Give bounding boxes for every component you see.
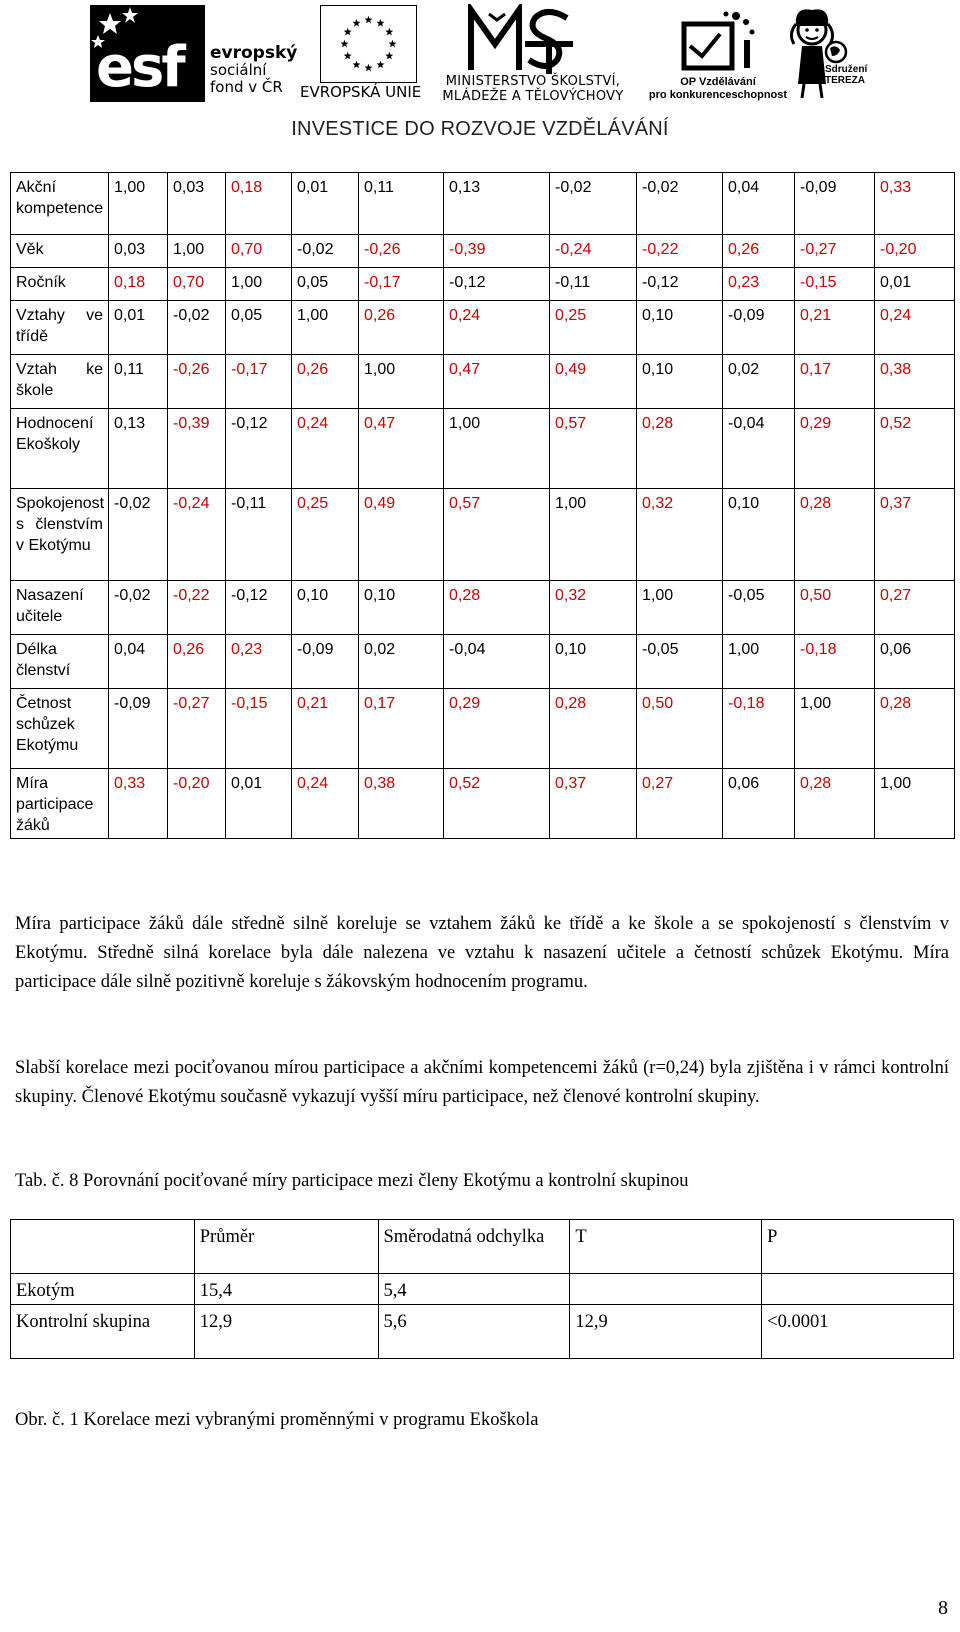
correlation-cell: -0,02	[637, 173, 723, 235]
esf-logo	[90, 5, 205, 102]
correlation-cell: 0,18	[109, 268, 168, 301]
correlation-cell: 0,49	[550, 355, 637, 409]
correlation-cell: -0,02	[292, 235, 359, 268]
correlation-cell: -0,27	[168, 689, 226, 769]
correlation-row	[11, 173, 955, 235]
correlation-cell: 0,28	[637, 409, 723, 489]
eu-star	[344, 28, 352, 36]
correlation-cell: 0,21	[292, 689, 359, 769]
correlation-cell: 0,10	[292, 581, 359, 635]
correlation-cell: 0,01	[109, 301, 168, 355]
correlation-row	[11, 635, 955, 689]
correlation-cell: -0,12	[226, 581, 292, 635]
correlation-cell: 0,28	[444, 581, 550, 635]
correlation-cell: 1,00	[226, 268, 292, 301]
correlation-cell: 0,03	[168, 173, 226, 235]
correlation-cell: 0,28	[550, 689, 637, 769]
correlation-cell: 0,37	[550, 769, 637, 839]
correlation-cell: -0,11	[226, 489, 292, 581]
msmt-line-2: MLÁDEŽE A TĚLOVÝCHOVY	[442, 89, 624, 104]
correlation-cell: 0,03	[109, 235, 168, 268]
comparison-cell: <0.0001	[762, 1305, 954, 1359]
row-label: Vztah ke škole	[11, 355, 109, 409]
correlation-row	[11, 235, 955, 268]
comparison-header-cell: P	[762, 1220, 954, 1274]
paragraph-1: Míra participace žáků dále středně silně koreluje se vztahem žáků ke třídě a ke škole a se spokojeností s členstvím v Ekotýmu. Středně silná korelace byla dále nalezena ve vztahu k nasazení učitele a četností schůzek Ekotýmu. Míra participace dále silně pozitivně koreluje s žákovským hodnocením programu.	[15, 914, 949, 992]
correlation-cell: 0,06	[723, 769, 795, 839]
correlation-cell: -0,15	[226, 689, 292, 769]
correlation-cell: -0,27	[795, 235, 875, 268]
correlation-cell: 0,70	[168, 268, 226, 301]
correlation-cell: 1,00	[637, 581, 723, 635]
esf-logo-text: esf	[96, 35, 183, 100]
comparison-header-cell: Směrodatná odchylka	[378, 1220, 570, 1274]
correlation-row	[11, 355, 955, 409]
table-caption: Tab. č. 8 Porovnání pociťované míry participace mezi členy Ekotýmu a kontrolní skupinou	[15, 1171, 689, 1191]
correlation-cell: 0,49	[359, 489, 444, 581]
comparison-row	[11, 1305, 954, 1359]
eu-star	[365, 64, 373, 72]
correlation-cell: 0,27	[875, 581, 955, 635]
correlation-cell: -0,17	[226, 355, 292, 409]
correlation-cell: 0,10	[550, 635, 637, 689]
comparison-header-row	[11, 1220, 954, 1274]
correlation-cell: -0,26	[359, 235, 444, 268]
correlation-cell: 0,10	[637, 355, 723, 409]
eu-star	[389, 40, 397, 48]
correlation-row	[11, 689, 955, 769]
correlation-cell: 0,13	[109, 409, 168, 489]
comparison-header-cell: T	[570, 1220, 762, 1274]
correlation-cell: 0,24	[875, 301, 955, 355]
correlation-cell: 0,50	[637, 689, 723, 769]
comparison-header-cell: Průměr	[194, 1220, 378, 1274]
esf-line-3: fond v ČR	[210, 78, 283, 96]
correlation-cell: -0,39	[444, 235, 550, 268]
correlation-cell: -0,24	[550, 235, 637, 268]
correlation-cell: 1,00	[550, 489, 637, 581]
correlation-cell: -0,15	[795, 268, 875, 301]
correlation-row	[11, 581, 955, 635]
correlation-cell: 0,29	[795, 409, 875, 489]
correlation-cell: 1,00	[723, 635, 795, 689]
row-label: Četnost schůzek Ekotýmu	[11, 689, 109, 769]
correlation-cell: 0,47	[444, 355, 550, 409]
eu-flag-icon	[320, 5, 417, 83]
correlation-cell: 0,57	[550, 409, 637, 489]
investice-tagline: INVESTICE DO ROZVOJE VZDĚLÁVÁNÍ	[291, 118, 669, 140]
correlation-cell: -0,04	[723, 409, 795, 489]
correlation-cell: -0,20	[875, 235, 955, 268]
row-label: Míra participace žáků	[11, 769, 109, 839]
correlation-cell: -0,02	[550, 173, 637, 235]
correlation-cell: -0,11	[550, 268, 637, 301]
correlation-cell: -0,05	[723, 581, 795, 635]
correlation-cell: 0,01	[226, 769, 292, 839]
correlation-cell: 0,10	[359, 581, 444, 635]
correlation-cell: 0,21	[795, 301, 875, 355]
row-label: Akční kompetence	[11, 173, 109, 235]
correlation-cell: 0,24	[292, 769, 359, 839]
correlation-cell: -0,12	[226, 409, 292, 489]
correlation-row	[11, 301, 955, 355]
correlation-cell: 0,38	[359, 769, 444, 839]
correlation-cell: 0,18	[226, 173, 292, 235]
correlation-cell: -0,09	[292, 635, 359, 689]
comparison-cell: 12,9	[570, 1305, 762, 1359]
correlation-cell: 1,00	[168, 235, 226, 268]
correlation-cell: 0,05	[226, 301, 292, 355]
eu-star	[377, 19, 385, 27]
correlation-cell: -0,09	[109, 689, 168, 769]
comparison-cell	[570, 1274, 762, 1305]
op-caption	[648, 76, 788, 102]
eu-star	[365, 16, 373, 24]
correlation-cell: 1,00	[444, 409, 550, 489]
correlation-cell: -0,02	[109, 489, 168, 581]
correlation-cell: -0,04	[444, 635, 550, 689]
correlation-cell: 0,29	[444, 689, 550, 769]
correlation-cell: 0,33	[875, 173, 955, 235]
comparison-row	[11, 1274, 954, 1305]
correlation-cell: -0,22	[168, 581, 226, 635]
correlation-cell: -0,22	[637, 235, 723, 268]
correlation-cell: 0,17	[359, 689, 444, 769]
correlation-cell: 0,32	[637, 489, 723, 581]
correlation-cell: 0,26	[723, 235, 795, 268]
logo-bar	[0, 0, 960, 145]
correlation-cell: 0,70	[226, 235, 292, 268]
row-label: Ročník	[11, 268, 109, 301]
correlation-cell: 0,13	[444, 173, 550, 235]
correlation-cell: 0,25	[292, 489, 359, 581]
correlation-cell: 0,24	[444, 301, 550, 355]
correlation-row	[11, 489, 955, 581]
correlation-table	[10, 172, 955, 839]
row-label: Délka členství	[11, 635, 109, 689]
op-logo-icon	[680, 10, 758, 72]
eu-star	[377, 61, 385, 69]
correlation-cell: -0,09	[723, 301, 795, 355]
correlation-cell: 0,33	[109, 769, 168, 839]
correlation-cell: -0,18	[795, 635, 875, 689]
correlation-cell: 0,38	[875, 355, 955, 409]
correlation-cell: 0,26	[292, 355, 359, 409]
msmt-caption	[428, 74, 638, 104]
comparison-cell	[762, 1274, 954, 1305]
eu-star	[385, 52, 393, 60]
tereza-line-1: Sdružení	[825, 64, 868, 75]
comparison-cell: 15,4	[194, 1274, 378, 1305]
correlation-cell: -0,12	[637, 268, 723, 301]
op-line-2: pro konkurenceschopnost	[648, 89, 788, 101]
correlation-cell: 0,28	[875, 689, 955, 769]
correlation-cell: -0,09	[795, 173, 875, 235]
correlation-cell: -0,12	[444, 268, 550, 301]
eu-caption: EVROPSKÁ UNIE	[300, 83, 422, 101]
comparison-table	[10, 1219, 954, 1359]
page-number: 8	[938, 1597, 948, 1619]
correlation-row	[11, 409, 955, 489]
correlation-cell: 1,00	[795, 689, 875, 769]
correlation-cell: 0,52	[444, 769, 550, 839]
msmt-logo-icon	[467, 4, 577, 76]
correlation-cell: 0,23	[723, 268, 795, 301]
comparison-cell: 5,6	[378, 1305, 570, 1359]
eu-star	[353, 61, 361, 69]
correlation-row	[11, 268, 955, 301]
correlation-cell: -0,20	[168, 769, 226, 839]
correlation-cell: 1,00	[875, 769, 955, 839]
esf-line-1: evropský	[210, 43, 298, 63]
correlation-cell: 0,02	[359, 635, 444, 689]
eu-star	[353, 19, 361, 27]
row-label: Hodnocení Ekoškoly	[11, 409, 109, 489]
correlation-cell: 0,01	[292, 173, 359, 235]
correlation-cell: -0,18	[723, 689, 795, 769]
eu-star	[341, 40, 349, 48]
correlation-cell: 0,28	[795, 769, 875, 839]
comparison-cell: Kontrolní skupina	[11, 1305, 195, 1359]
correlation-table-body	[11, 173, 955, 839]
comparison-cell: 5,4	[378, 1274, 570, 1305]
correlation-cell: 0,28	[795, 489, 875, 581]
correlation-cell: 0,47	[359, 409, 444, 489]
correlation-cell: 1,00	[359, 355, 444, 409]
comparison-cell: 12,9	[194, 1305, 378, 1359]
correlation-cell: -0,02	[109, 581, 168, 635]
correlation-cell: -0,39	[168, 409, 226, 489]
op-line-1: OP Vzdělávání	[680, 76, 756, 88]
eu-star	[385, 28, 393, 36]
correlation-cell: 0,25	[550, 301, 637, 355]
correlation-cell: 0,01	[875, 268, 955, 301]
correlation-cell: 0,10	[723, 489, 795, 581]
correlation-cell: 0,23	[226, 635, 292, 689]
esf-caption	[210, 45, 297, 96]
eu-star	[344, 52, 352, 60]
correlation-cell: 0,04	[723, 173, 795, 235]
correlation-cell: 0,17	[795, 355, 875, 409]
correlation-cell: -0,05	[637, 635, 723, 689]
correlation-cell: 0,52	[875, 409, 955, 489]
correlation-cell: 0,26	[359, 301, 444, 355]
correlation-cell: 1,00	[109, 173, 168, 235]
correlation-row	[11, 769, 955, 839]
row-label: Spokojenost s členstvím v Ekotýmu	[11, 489, 109, 581]
esf-line-2: sociální	[210, 61, 267, 79]
comparison-cell: Ekotým	[11, 1274, 195, 1305]
row-label: Věk	[11, 235, 109, 268]
row-label: Vztahy ve třídě	[11, 301, 109, 355]
correlation-cell: 0,04	[109, 635, 168, 689]
paragraph-2: Slabší korelace mezi pociťovanou mírou participace a akčními kompetencemi žáků (r=0,24) byla zjištěna i v rámci kontrolní skupiny. Členové Ekotýmu současně vykazují vyšší míru participace, než členové kontrolní skupiny.	[15, 1058, 949, 1107]
correlation-cell: -0,02	[168, 301, 226, 355]
correlation-cell: 1,00	[292, 301, 359, 355]
correlation-cell: 0,10	[637, 301, 723, 355]
correlation-cell: 0,26	[168, 635, 226, 689]
correlation-cell: -0,17	[359, 268, 444, 301]
tereza-caption	[825, 64, 867, 86]
comparison-header-cell	[11, 1220, 195, 1274]
msmt-line-1: MINISTERSTVO ŠKOLSTVÍ,	[445, 74, 621, 89]
correlation-cell: 0,05	[292, 268, 359, 301]
correlation-cell: 0,02	[723, 355, 795, 409]
correlation-cell: 0,24	[292, 409, 359, 489]
correlation-cell: -0,24	[168, 489, 226, 581]
correlation-cell: 0,37	[875, 489, 955, 581]
correlation-cell: 0,50	[795, 581, 875, 635]
correlation-cell: 0,27	[637, 769, 723, 839]
correlation-cell: 0,11	[359, 173, 444, 235]
correlation-cell: 0,32	[550, 581, 637, 635]
figure-caption: Obr. č. 1 Korelace mezi vybranými proměnnými v programu Ekoškola	[15, 1410, 539, 1430]
correlation-cell: 0,57	[444, 489, 550, 581]
row-label: Nasazení učitele	[11, 581, 109, 635]
correlation-cell: 0,11	[109, 355, 168, 409]
correlation-cell: -0,26	[168, 355, 226, 409]
correlation-cell: 0,06	[875, 635, 955, 689]
tereza-line-2: TEREZA	[825, 75, 865, 86]
